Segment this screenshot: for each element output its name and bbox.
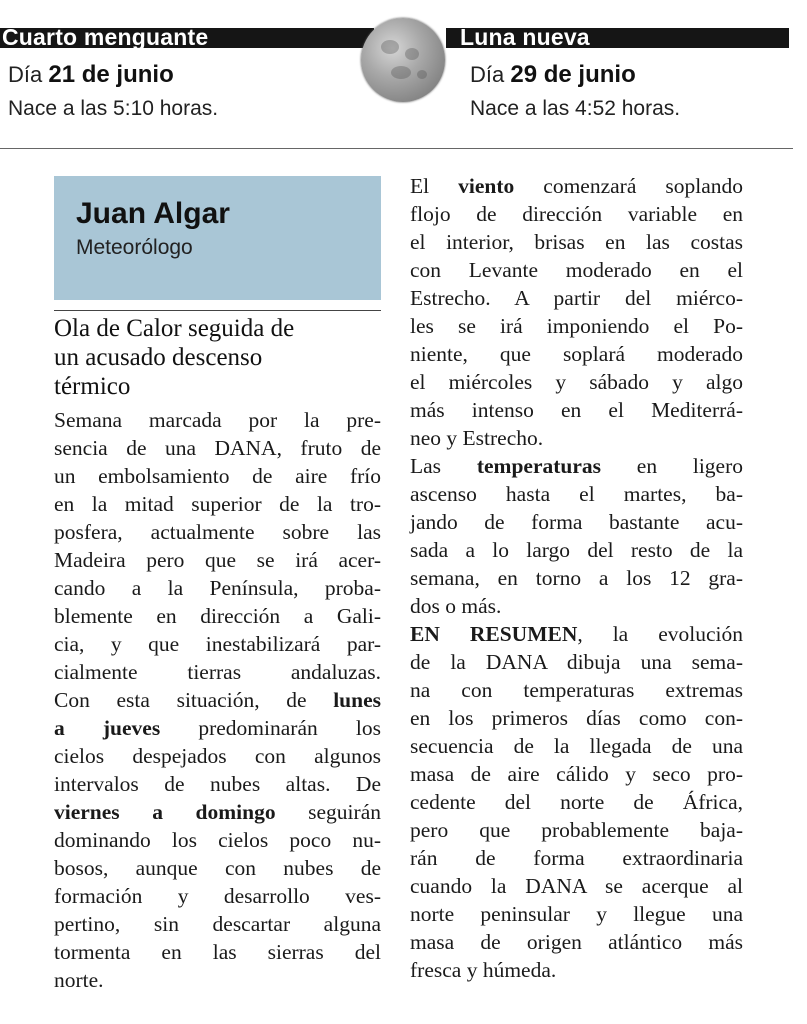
body-text: cedente del norte de África,: [410, 790, 743, 814]
headline-divider: [54, 310, 381, 311]
body-text: rán de forma extraordinaria: [410, 846, 743, 870]
body-text: dominando los cielos poco nu-: [54, 828, 381, 852]
body-text-line: [410, 508, 743, 536]
body-text: tormenta en las sierras del: [54, 940, 381, 964]
body-text: Estrecho. A partir del miérco-: [410, 286, 743, 310]
body-text-line: [410, 928, 743, 956]
body-text-line: [410, 536, 743, 564]
waning-moon-label: Cuarto menguante: [2, 24, 209, 50]
body-text: predominarán los: [160, 716, 381, 740]
body-text: sada a lo largo del resto de la: [410, 538, 743, 562]
body-text-line: [410, 452, 743, 480]
body-text: intervalos de nubes altas. De: [54, 772, 381, 796]
body-text-line: [410, 424, 743, 452]
body-text: un embolsamiento de aire frío: [54, 464, 381, 488]
body-text-line: [410, 172, 743, 200]
body-keyword: temperaturas: [476, 454, 602, 478]
body-keyword: EN RESUMEN: [410, 622, 578, 646]
full-moon-icon: [361, 18, 445, 102]
body-text-line: [54, 490, 381, 518]
body-text: , la evolución: [577, 622, 743, 646]
body-text: en ligero: [601, 454, 743, 478]
body-text-line: [410, 396, 743, 424]
body-text: más intenso en el Mediterrá-: [410, 398, 743, 422]
body-text-line: [410, 956, 743, 984]
body-text: de la DANA dibuja una sema-: [410, 650, 743, 674]
body-text: na con temperaturas extremas: [410, 678, 743, 702]
body-text-line: [54, 938, 381, 966]
headline-line: térmico: [54, 373, 131, 400]
body-text-line: [54, 686, 381, 714]
body-text-line: [410, 368, 743, 396]
body-text: Las: [410, 454, 477, 478]
body-text: les se irá imponiendo el Po-: [410, 314, 743, 338]
body-text-line: [410, 872, 743, 900]
body-text-line: [410, 228, 743, 256]
body-text-line: [410, 844, 743, 872]
body-text-line: [54, 882, 381, 910]
body-text: El: [410, 174, 459, 198]
body-text-line: [54, 910, 381, 938]
body-text-line: [410, 200, 743, 228]
body-text: cialmente tierras andaluzas.: [54, 660, 381, 684]
body-text-line: [54, 518, 381, 546]
body-text-line: [410, 760, 743, 788]
author-box: [54, 176, 381, 300]
body-text: Semana marcada por la pre-: [54, 408, 381, 432]
body-text-line: [410, 284, 743, 312]
body-text: masa de origen atlántico más: [410, 930, 743, 954]
body-text-line: [54, 770, 381, 798]
body-text-line: [54, 462, 381, 490]
new-moon-label: Luna nueva: [460, 24, 590, 50]
body-text-line: [54, 546, 381, 574]
body-text-line: [410, 340, 743, 368]
body-text-line: [410, 648, 743, 676]
body-text: pero que probablemente baja-: [410, 818, 743, 842]
body-text-line: [410, 900, 743, 928]
body-column-right: [410, 172, 743, 984]
body-text: cia, y que inestabilizará par-: [54, 632, 381, 656]
new-moon-date: [470, 60, 636, 90]
body-text: fresca y húmeda.: [410, 958, 557, 982]
body-text-line: [54, 798, 381, 826]
author-name: Juan Algar: [76, 197, 230, 230]
body-text-line: [54, 826, 381, 854]
body-text-line: [54, 658, 381, 686]
body-text: blemente en dirección a Gali-: [54, 604, 381, 628]
body-text: pertino, sin descartar alguna: [54, 912, 381, 936]
body-text-line: [410, 592, 743, 620]
body-text-line: [54, 574, 381, 602]
body-text: posfera, actualmente sobre las: [54, 520, 381, 544]
body-text-line: [410, 676, 743, 704]
body-text: neo y Estrecho.: [410, 426, 544, 450]
new-moon-rise: Nace a las 4:52 horas.: [470, 97, 681, 120]
body-text-line: [410, 564, 743, 592]
new-date-value: 29 de junio: [510, 61, 636, 88]
headline-line: Ola de Calor seguida de: [54, 315, 295, 342]
body-text: cielos despejados con algunos: [54, 744, 381, 768]
day-prefix: Día: [470, 62, 505, 87]
body-keyword: viernes a domingo: [54, 800, 276, 824]
body-text: con Levante moderado en el: [410, 258, 743, 282]
body-text: bosos, aunque con nubes de: [54, 856, 381, 880]
body-text-line: [54, 630, 381, 658]
body-text: Con esta situación, de: [54, 688, 334, 712]
body-text: ascenso hasta el martes, ba-: [410, 482, 743, 506]
body-text: jando de forma bastante acu-: [410, 510, 743, 534]
body-text: niente, que soplará moderado: [410, 342, 743, 366]
body-text: cuando la DANA se acerque al: [410, 874, 743, 898]
body-text: en la mitad superior de la tro-: [54, 492, 381, 516]
body-text: comenzará soplando: [514, 174, 744, 198]
waning-moon-rise: Nace a las 5:10 horas.: [8, 97, 219, 120]
body-text: en los primeros días como con-: [410, 706, 743, 730]
body-text-line: [54, 434, 381, 462]
waning-moon-date: [8, 60, 174, 90]
body-text: semana, en torno a los 12 gra-: [410, 566, 743, 590]
body-text: seguirán: [275, 800, 381, 824]
headline-line: un acusado descenso: [54, 344, 263, 371]
body-text: el interior, brisas en las costas: [410, 230, 743, 254]
body-text-line: [54, 602, 381, 630]
waning-date-value: 21 de junio: [48, 61, 174, 88]
author-role: Meteorólogo: [76, 236, 193, 259]
body-text-line: [410, 256, 743, 284]
body-text: secuencia de la llegada de una: [410, 734, 743, 758]
body-text: norte peninsular y llegue una: [410, 902, 743, 926]
body-text: sencia de una DANA, fruto de: [54, 436, 381, 460]
body-text: masa de aire cálido y seco pro-: [410, 762, 743, 786]
body-text: norte.: [54, 968, 104, 992]
body-text-line: [54, 714, 381, 742]
body-column-left: [54, 406, 381, 994]
body-text: el miércoles y sábado y algo: [410, 370, 743, 394]
body-text-line: [410, 620, 743, 648]
body-text-line: [54, 742, 381, 770]
article-headline: [54, 314, 384, 401]
day-prefix: Día: [8, 62, 43, 87]
body-text: dos o más.: [410, 594, 502, 618]
body-text: Madeira pero que se irá acer-: [54, 548, 381, 572]
body-keyword: a jueves: [54, 716, 161, 740]
body-text-line: [410, 816, 743, 844]
body-text-line: [410, 312, 743, 340]
body-keyword: viento: [458, 174, 515, 198]
body-keyword: lunes: [333, 688, 381, 712]
header-divider: [0, 148, 793, 149]
body-text-line: [410, 480, 743, 508]
body-text-line: [54, 854, 381, 882]
body-text-line: [410, 732, 743, 760]
body-text-line: [410, 788, 743, 816]
body-text: cando a la Península, proba-: [54, 576, 381, 600]
body-text-line: [410, 704, 743, 732]
body-text: flojo de dirección variable en: [410, 202, 743, 226]
body-text-line: [54, 966, 381, 994]
body-text-line: [54, 406, 381, 434]
body-text: formación y desarrollo ves-: [54, 884, 381, 908]
